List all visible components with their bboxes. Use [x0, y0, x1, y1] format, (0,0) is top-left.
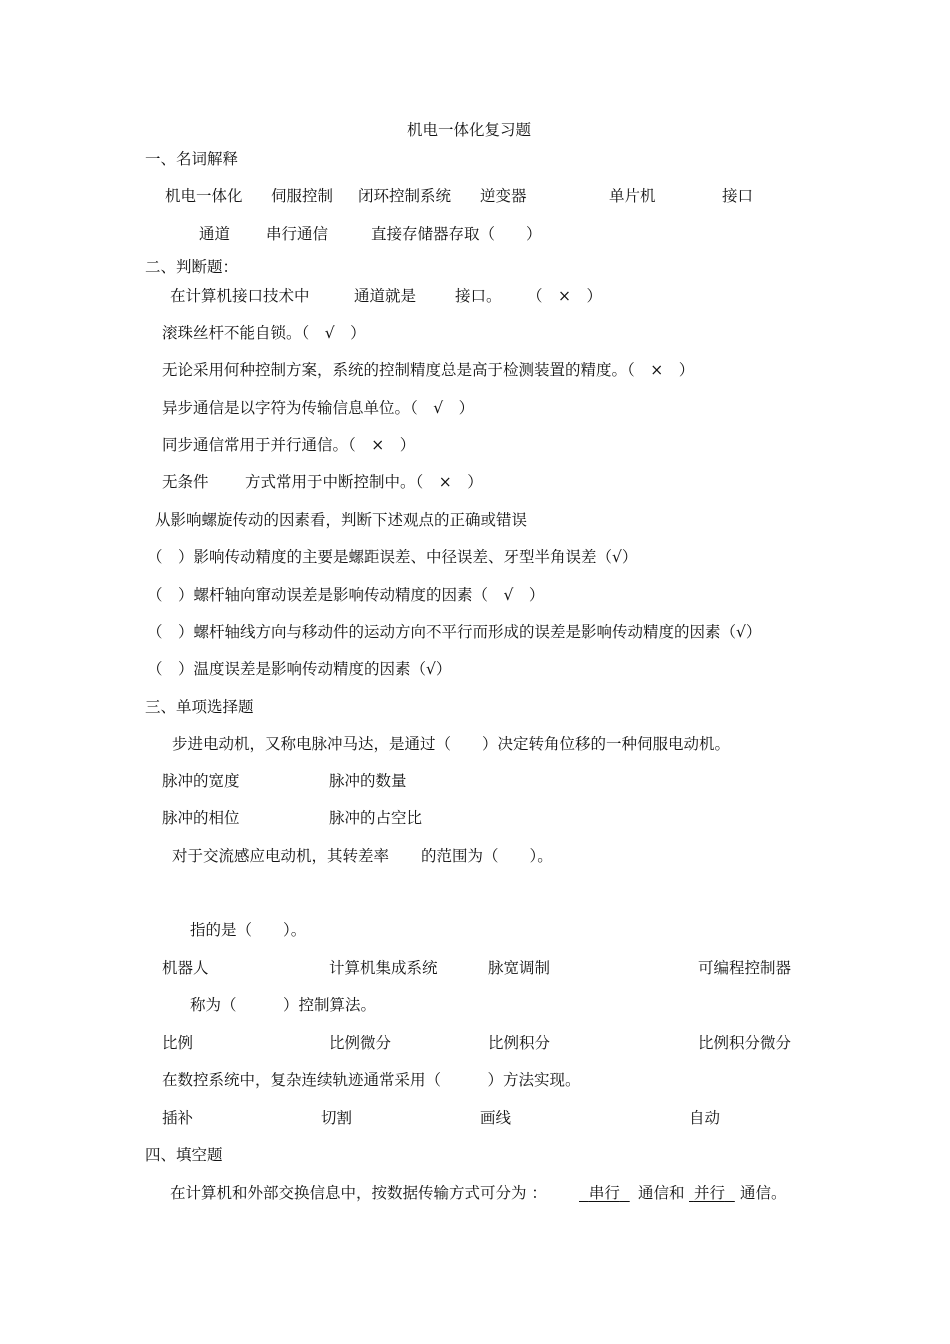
choice-option: 画线 — [480, 1109, 512, 1127]
section-1-heading: 一、名词解释 — [145, 150, 239, 168]
choice-option: 插补 — [162, 1109, 194, 1127]
judge-item-7: 从影响螺旋传动的因素看，判断下述观点的正确或错误 — [155, 511, 528, 529]
term: 通道 — [199, 225, 231, 243]
term: 直接存储器存取（ ） — [371, 225, 542, 243]
fill-answer-2: 并行 — [693, 1184, 725, 1202]
judge-subitem: （ ）影响传动精度的主要是螺距误差、中径误差、牙型半角误差（√） — [147, 548, 638, 566]
section-3-heading: 三、单项选择题 — [145, 698, 254, 716]
choice-option: 比例积分微分 — [698, 1034, 792, 1052]
judge-item-2: 滚珠丝杆不能自锁。（ √ ） — [162, 324, 366, 342]
choice-option: 比例微分 — [329, 1034, 392, 1052]
term: 伺服控制 — [271, 187, 334, 205]
judge-item-1-mark: （ × ） — [527, 287, 602, 305]
choice-option: 脉冲的相位 — [162, 809, 240, 827]
judge-item-1c: 接口。 — [455, 287, 502, 305]
choice-question-2b: 的范围为（ ）。 — [421, 847, 553, 865]
choice-question-3: 指的是（ ）。 — [190, 921, 307, 939]
judge-subitem: （ ）螺杆轴向窜动误差是影响传动精度的因素（ √ ） — [147, 586, 545, 604]
judge-item-3: 无论采用何种控制方案，系统的控制精度总是高于检测装置的精度。（ × ） — [162, 361, 695, 379]
fill-question-1a: 在计算机和外部交换信息中，按数据传输方式可分为 ： — [170, 1184, 547, 1202]
choice-option: 脉冲的宽度 — [162, 772, 240, 790]
choice-option: 自动 — [689, 1109, 721, 1127]
section-2-heading: 二、判断题： — [145, 258, 239, 276]
page-title: 机电一体化复习题 — [407, 121, 532, 139]
choice-option: 脉冲的占空比 — [329, 809, 423, 827]
term: 串行通信 — [266, 225, 329, 243]
choice-option: 切割 — [321, 1109, 353, 1127]
term: 单片机 — [609, 187, 656, 205]
judge-item-6a: 无条件 — [162, 473, 209, 491]
fill-question-1c: 通信。 — [740, 1184, 787, 1202]
judge-item-6b: 方式常用于中断控制中。（ × ） — [245, 473, 483, 491]
judge-item-4: 异步通信是以字符为传输信息单位。（ √ ） — [162, 399, 475, 417]
choice-question-4: 称为（ ）控制算法。 — [190, 996, 377, 1014]
choice-question-1: 步进电动机，又称电脉冲马达，是通过（ ）决定转角位移的一种伺服电动机。 — [172, 735, 731, 753]
choice-option: 可编程控制器 — [698, 959, 792, 977]
fill-answer-1: 串行 — [588, 1184, 620, 1202]
choice-question-2a: 对于交流感应电动机，其转差率 — [172, 847, 390, 865]
term: 闭环控制系统 — [358, 187, 452, 205]
judge-item-1b: 通道就是 — [354, 287, 417, 305]
section-4-heading: 四、填空题 — [145, 1146, 223, 1164]
choice-option: 计算机集成系统 — [329, 959, 438, 977]
choice-option: 脉宽调制 — [488, 959, 551, 977]
term: 逆变器 — [480, 187, 527, 205]
judge-item-5: 同步通信常用于并行通信。（ × ） — [162, 436, 416, 454]
judge-subitem: （ ）螺杆轴线方向与移动件的运动方向不平行而形成的误差是影响传动精度的因素（√） — [147, 623, 762, 641]
judge-subitem: （ ）温度误差是影响传动精度的因素（√） — [147, 660, 452, 678]
fill-question-1b: 通信和 — [638, 1184, 685, 1202]
term: 接口 — [722, 187, 754, 205]
term: 机电一体化 — [165, 187, 243, 205]
choice-option: 比例 — [162, 1034, 194, 1052]
choice-option: 比例积分 — [488, 1034, 551, 1052]
judge-item-1a: 在计算机接口技术中 — [170, 287, 310, 305]
choice-question-5: 在数控系统中，复杂连续轨迹通常采用（ ）方法实现。 — [162, 1071, 581, 1089]
choice-option: 脉冲的数量 — [329, 772, 407, 790]
choice-option: 机器人 — [162, 959, 209, 977]
